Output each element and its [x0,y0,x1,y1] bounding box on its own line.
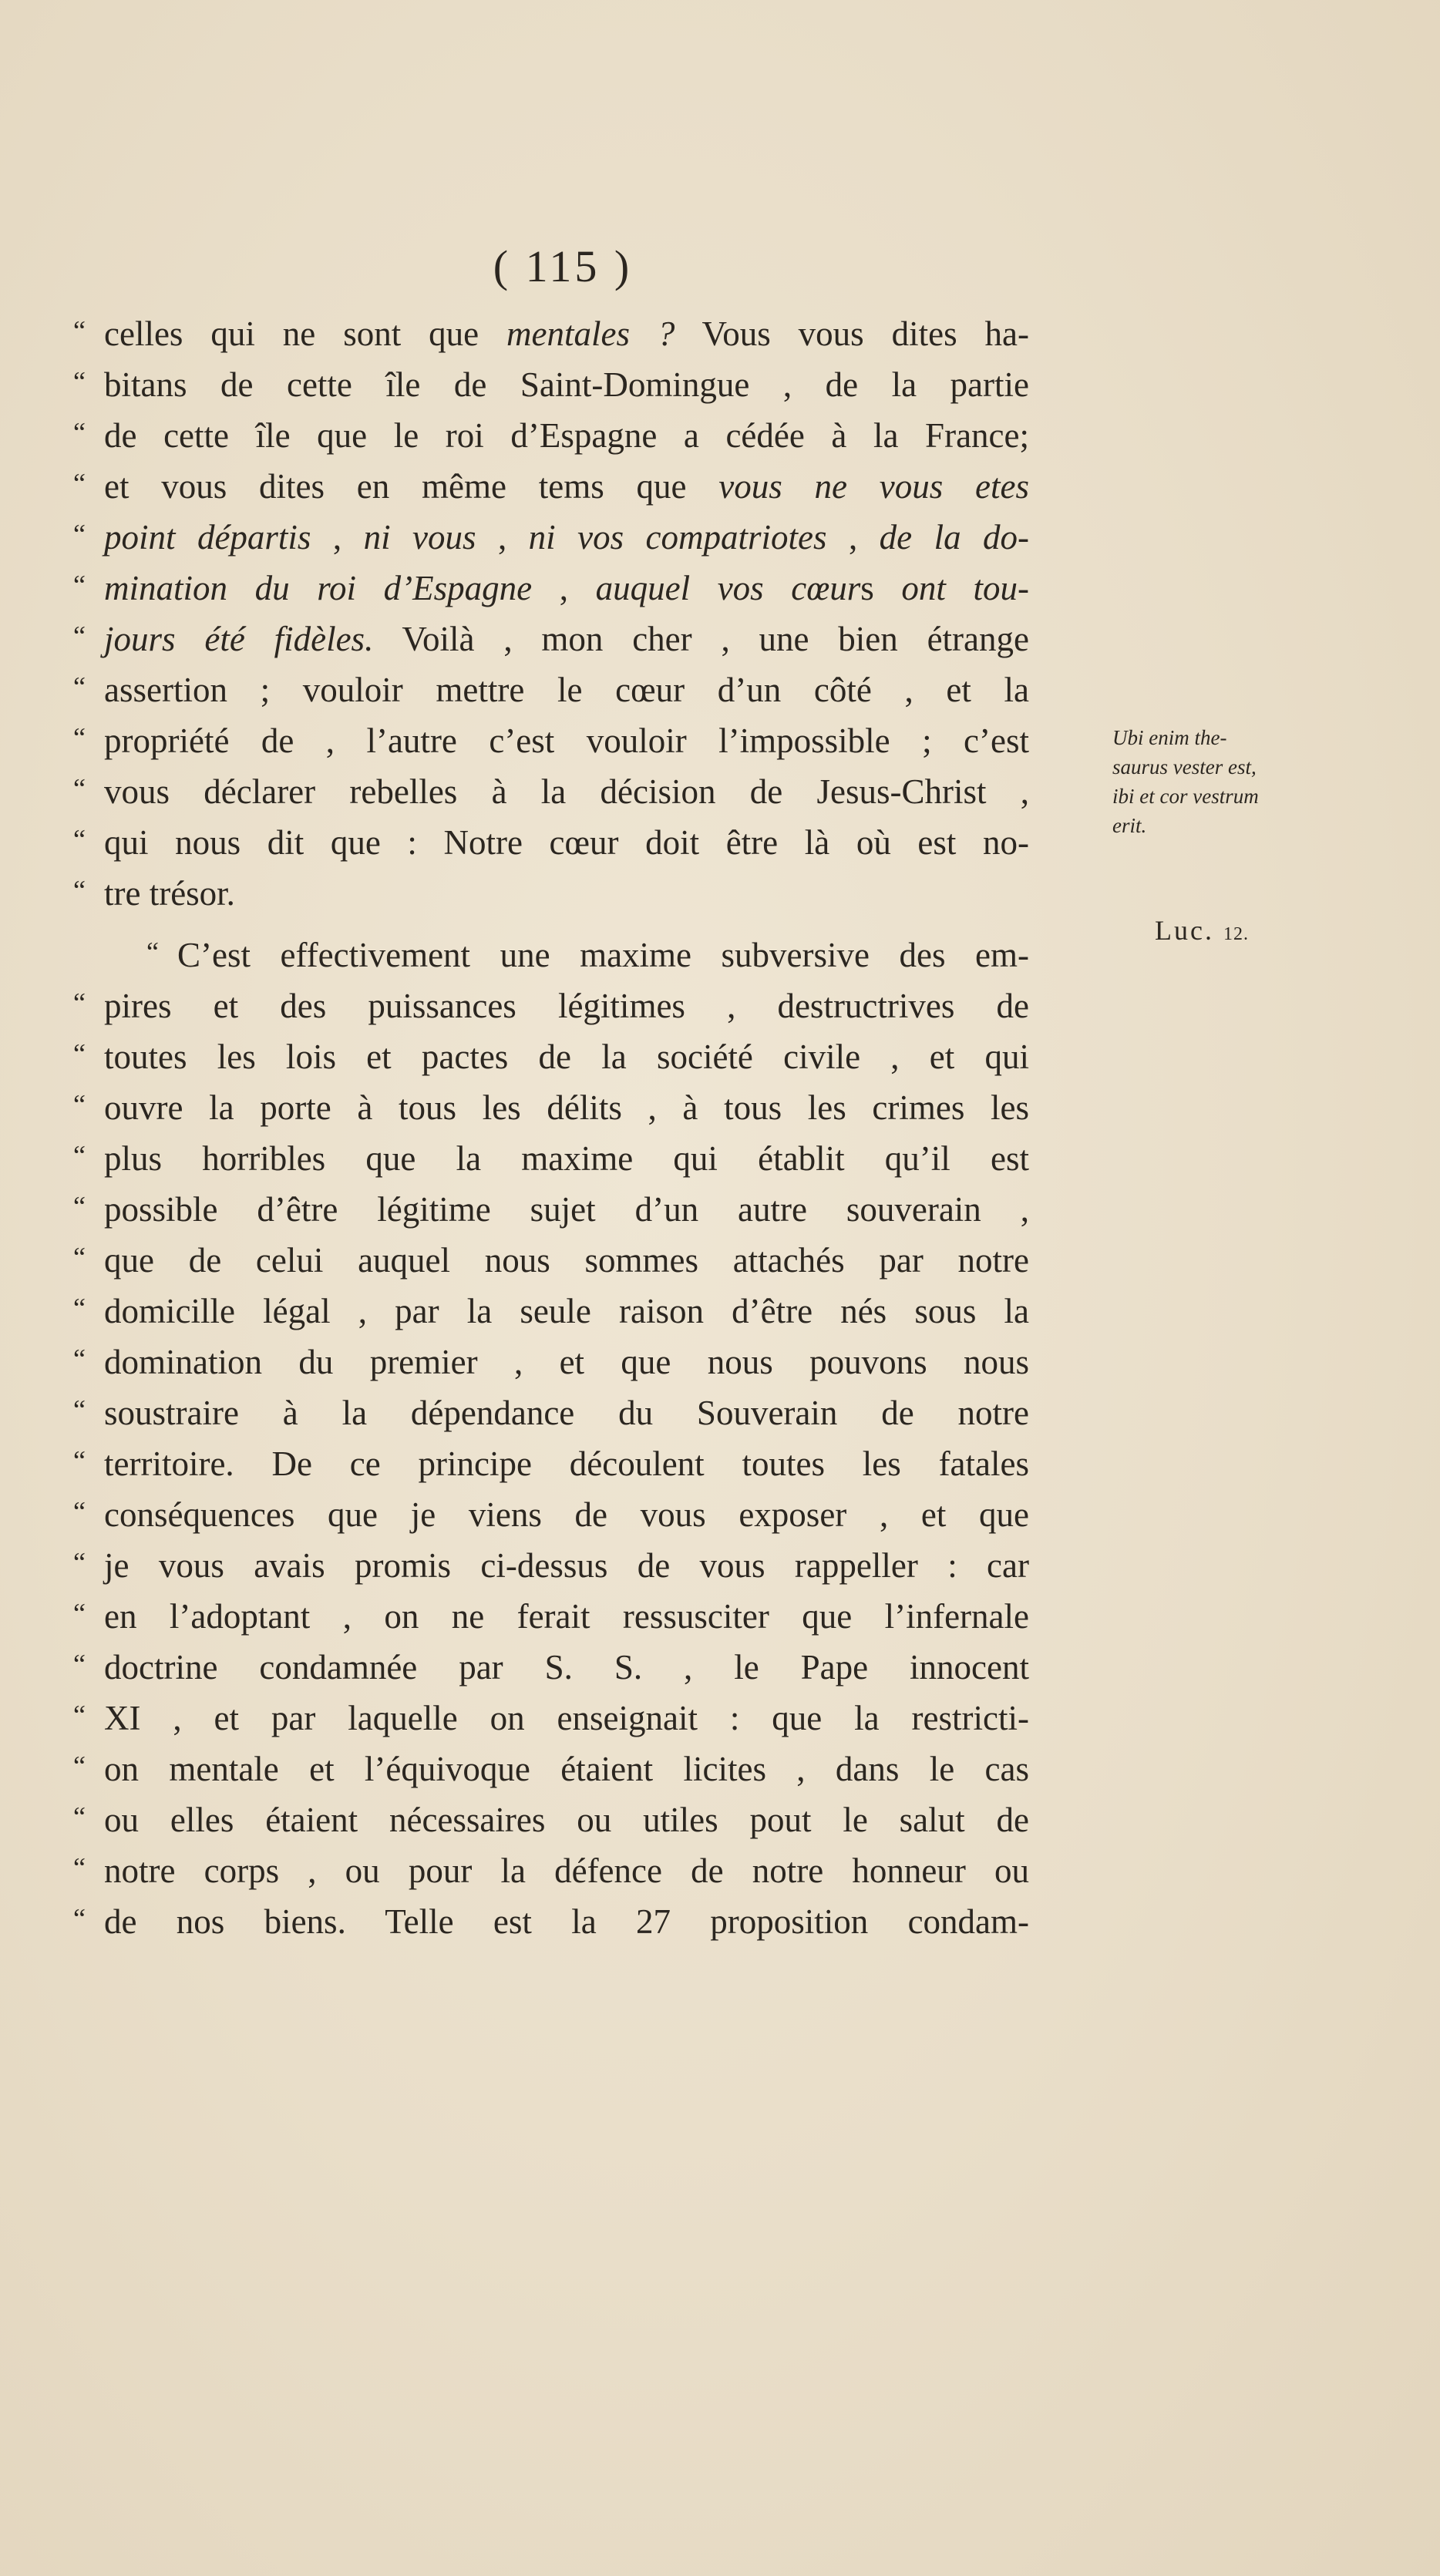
text-run: possible d’être légitime sujet d’un autre souverain , [104,1190,1029,1229]
quote-mark: “ [73,366,86,397]
text-line [73,1693,1075,1744]
line-text [104,1896,1029,1947]
text-run: s [860,569,902,607]
quote-mark: “ [73,1089,86,1120]
text-run: plus horribles que la maxime qui établit qu’il est [104,1139,1029,1178]
text-line [73,1337,1075,1387]
line-text [177,930,1029,980]
text-run: de cette île que le roi d’Espagne a cédée à la France; [104,416,1029,455]
text-line [73,410,1075,461]
text-run: soustraire à la dépendance du Souverain de notre [104,1394,1029,1432]
margin-reference [1155,914,1249,947]
line-text [104,461,1029,512]
line-text [104,1387,1029,1438]
line-text [104,1184,1029,1235]
quote-mark: “ [73,1547,86,1578]
quote-mark: “ [73,1852,86,1883]
text-run: XI , et par laquelle on enseignait : que la restricti- [104,1699,1029,1737]
text-run: domicille légal , par la seule raison d’être nés sous la [104,1292,1029,1330]
line-text [104,664,1029,715]
text-line [73,614,1075,664]
line-text [104,1591,1029,1642]
line-text [104,980,1029,1031]
text-line [73,1184,1075,1235]
margin-note-line: Ubi enim the- [1112,726,1227,749]
text-run: C’est effectivement une maxime subversive des em- [177,936,1029,974]
quote-mark: “ [73,1496,86,1527]
line-text [104,1744,1029,1794]
text-line [73,308,1075,359]
line-text [104,614,1029,664]
text-run: on mentale et l’équivoque étaient licites , dans le cas [104,1750,1029,1788]
page-number: ( 115 ) [493,241,633,291]
quote-mark: “ [73,1700,86,1730]
text-run: territoire. De ce principe découlent toutes les fatales [104,1444,1029,1483]
text-run: ou elles étaient nécessaires ou utiles pout le salut de [104,1801,1029,1839]
line-text [104,1286,1029,1337]
text-run: ouvre la porte à tous les délits , à tous les crimes les [104,1088,1029,1127]
text-run: doctrine condamnée par S. S. , le Pape innocent [104,1648,1029,1687]
text-line [73,563,1075,614]
quote-mark: “ [73,1598,86,1629]
text-line [73,766,1075,817]
text-run: domination du premier , et que nous pouvons nous [104,1343,1029,1381]
quote-mark: “ [73,1750,86,1781]
text-run: , [311,518,364,557]
text-run: bitans de cette île de Saint-Domingue , de la partie [104,365,1029,404]
reference-chapter: 12. [1223,924,1249,944]
text-line [73,1387,1075,1438]
line-text [104,715,1029,766]
italic-run: mination du roi d’Espagne [104,569,533,607]
line-text [104,1794,1029,1845]
line-text [104,1337,1029,1387]
italic-run: jours été fidèles. [104,620,374,658]
line-text [104,1642,1029,1693]
line-text [104,308,1029,359]
text-run: et vous dites en même tems que [104,467,719,506]
italic-run: ont tou- [901,569,1030,607]
text-line [73,664,1075,715]
line-text [104,563,1029,614]
quote-mark: “ [73,875,86,906]
quote-mark: “ [73,1140,86,1171]
quote-mark: “ [73,773,86,804]
text-line [73,359,1075,410]
italic-run: ni vos compatriotes [528,518,827,557]
text-run: pires et des puissances légitimes , destructrives de [104,987,1029,1025]
text-line [73,817,1075,868]
text-run: vous déclarer rebelles à la décision de Jesus-Christ , [104,772,1029,811]
text-run: toutes les lois et pactes de la société civile , et qui [104,1037,1029,1076]
text-line [73,461,1075,512]
text-line [73,1235,1075,1286]
quote-mark: “ [73,417,86,448]
quote-mark: “ [146,937,159,967]
quote-mark: “ [73,1649,86,1680]
text-run: je vous avais promis ci-dessus de vous rappeller : car [104,1546,1029,1585]
text-run: celles qui ne sont que [104,314,507,353]
text-line [73,1896,1075,1947]
text-run: conséquences que je viens de vous exposer , et que [104,1495,1029,1534]
line-text [104,359,1029,410]
text-line [73,1794,1075,1845]
quote-mark: “ [73,1343,86,1374]
line-text [104,1438,1029,1489]
text-run: notre corps , ou pour la défence de notre honneur ou [104,1851,1029,1890]
italic-run: vous ne vous etes [718,467,1030,506]
italic-run: de la do- [879,518,1030,557]
quote-mark: “ [73,1191,86,1222]
quote-mark: “ [73,1242,86,1273]
line-text [104,1540,1029,1591]
text-run: , [532,569,596,607]
quote-mark: “ [73,722,86,753]
text-line [73,930,1075,980]
text-line [73,1438,1075,1489]
quote-mark: “ [73,1801,86,1832]
quote-mark: “ [73,1394,86,1425]
text-line [73,715,1075,766]
margin-note [1112,723,1378,840]
quote-mark: “ [73,1445,86,1476]
line-text [104,868,1029,919]
line-text [104,512,1029,563]
reference-book: Luc. [1155,915,1214,946]
text-line [73,1845,1075,1896]
text-run: qui nous dit que : Notre cœur doit être là où est no- [104,823,1029,862]
text-run: assertion ; vouloir mettre le cœur d’un côté , et la [104,671,1029,709]
text-run: , [476,518,529,557]
text-line [73,1082,1075,1133]
line-text [104,1693,1029,1744]
italic-run: mentales ? [506,314,675,353]
text-line [73,1744,1075,1794]
line-text [104,1082,1029,1133]
italic-run: point départis [104,518,311,557]
text-run: Voilà , mon cher , une bien étrange [373,620,1029,658]
text-run: de nos biens. Telle est la 27 proposition condam- [104,1902,1029,1941]
quote-mark: “ [73,824,86,855]
text-run: propriété de , l’autre c’est vouloir l’impossible ; c’est [104,721,1029,760]
quote-mark: “ [73,315,86,346]
text-line [73,980,1075,1031]
quote-mark: “ [73,570,86,600]
quote-mark: “ [73,1293,86,1323]
text-line [73,512,1075,563]
text-run: tre trésor. [104,874,235,913]
line-text [104,766,1029,817]
text-run: , [826,518,880,557]
quote-mark: “ [73,1038,86,1069]
text-run: Vous vous dites ha- [675,314,1030,353]
text-run: que de celui auquel nous sommes attachés par notre [104,1241,1029,1280]
text-line [73,868,1075,919]
margin-note-line: erit. [1112,814,1147,837]
text-line [73,1489,1075,1540]
quote-mark: “ [73,987,86,1018]
line-text [104,817,1029,868]
line-text [104,410,1029,461]
text-line [73,1133,1075,1184]
text-line [73,1540,1075,1591]
line-text [104,1133,1029,1184]
line-text [104,1031,1029,1082]
margin-note-line: ibi et cor vestrum [1112,785,1259,808]
quote-mark: “ [73,1903,86,1934]
line-text [104,1845,1029,1896]
text-line [73,1286,1075,1337]
italic-run: ni vous [363,518,476,557]
line-text [104,1489,1029,1540]
text-line [73,1031,1075,1082]
text-run: en l’adoptant , on ne ferait ressusciter que l’infernale [104,1597,1029,1636]
text-line [73,1591,1075,1642]
quote-mark: “ [73,519,86,550]
margin-note-line: saurus vester est, [1112,755,1257,779]
quote-mark: “ [73,468,86,499]
quote-mark: “ [73,620,86,651]
quote-mark: “ [73,671,86,702]
text-line [73,1642,1075,1693]
line-text [104,1235,1029,1286]
italic-run: auquel vos cœur [595,569,861,607]
